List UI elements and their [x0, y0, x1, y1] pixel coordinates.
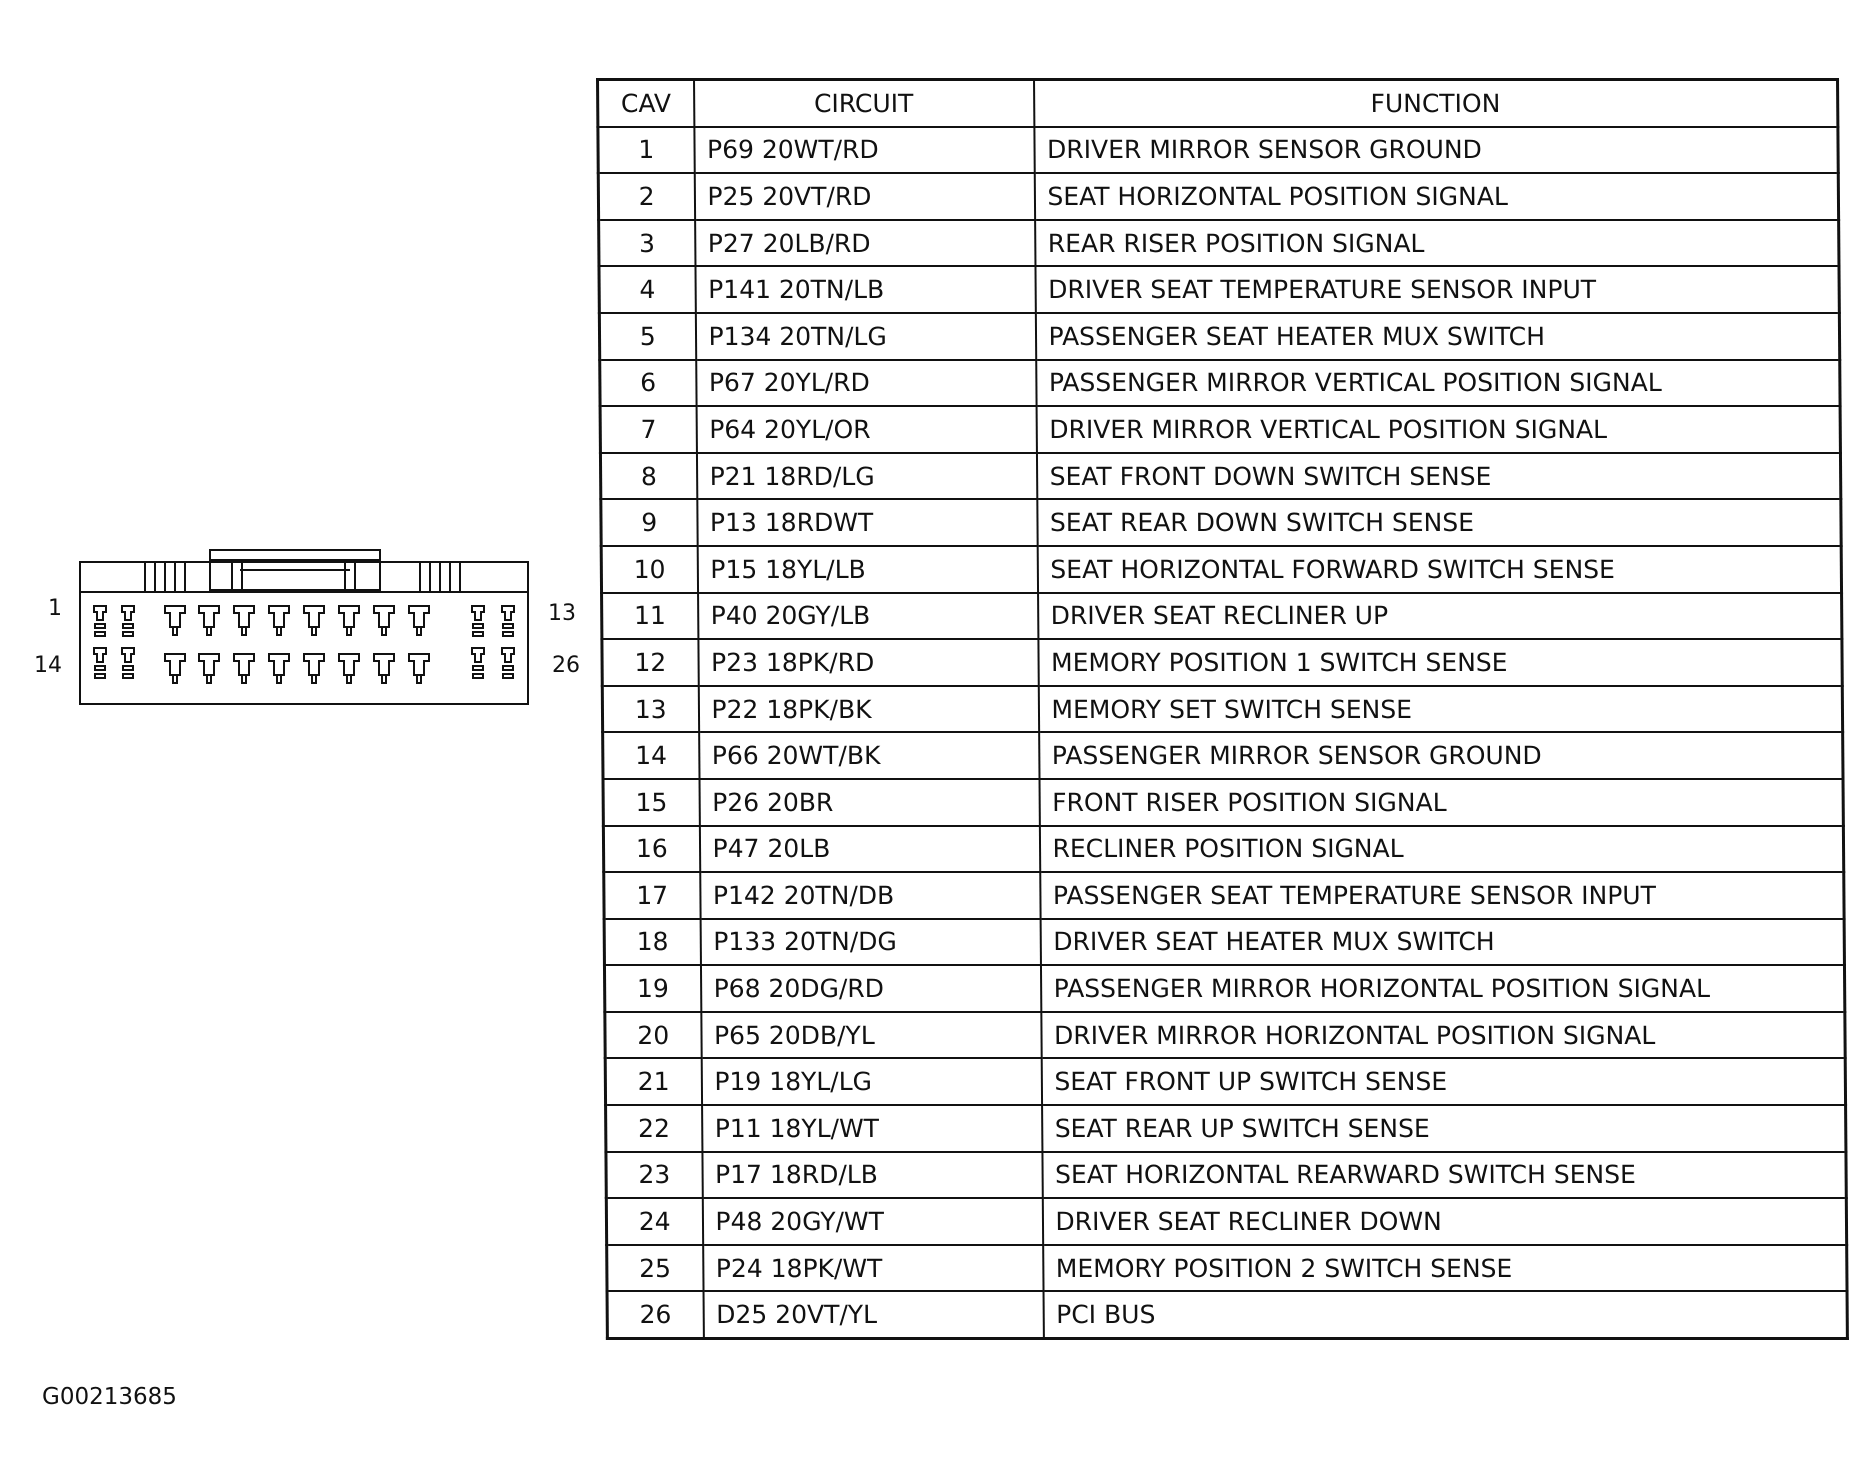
circuit-cell: P17 18RD/LB: [702, 1152, 1042, 1199]
function-cell: DRIVER SEAT RECLINER DOWN: [1042, 1198, 1846, 1245]
function-cell: REAR RISER POSITION SIGNAL: [1035, 220, 1839, 267]
table-row: [607, 1245, 1847, 1292]
cav-cell: 16: [603, 826, 699, 873]
function-cell: FRONT RISER POSITION SIGNAL: [1039, 779, 1843, 826]
connector-face-diagram: [0, 0, 600, 760]
function-cell: SEAT REAR UP SWITCH SENSE: [1042, 1105, 1846, 1152]
circuit-cell: P23 18PK/RD: [698, 639, 1038, 686]
function-cell: DRIVER MIRROR SENSOR GROUND: [1034, 127, 1838, 174]
pin-terminal: [165, 606, 185, 635]
function-cell: PASSENGER SEAT HEATER MUX SWITCH: [1035, 313, 1839, 360]
pin-terminal: [199, 606, 219, 635]
cav-cell: 1: [598, 127, 694, 174]
circuit-cell: P68 20DG/RD: [700, 965, 1040, 1012]
function-cell: SEAT FRONT UP SWITCH SENSE: [1041, 1058, 1845, 1105]
pin-terminal: [502, 606, 514, 636]
pin-cavities: [94, 606, 514, 683]
circuit-cell: P141 20TN/LB: [695, 266, 1035, 313]
cav-cell: 3: [599, 220, 695, 267]
cav-cell: 2: [598, 173, 694, 220]
pin-terminal: [269, 654, 289, 683]
function-cell: DRIVER SEAT RECLINER UP: [1038, 593, 1842, 640]
pin-terminal: [269, 606, 289, 635]
cav-cell: 21: [605, 1058, 701, 1105]
function-cell: DRIVER SEAT TEMPERATURE SENSOR INPUT: [1035, 266, 1839, 313]
circuit-cell: P67 20YL/RD: [696, 360, 1036, 407]
pin-terminal: [409, 606, 429, 635]
cav-cell: 25: [607, 1245, 703, 1292]
function-cell: MEMORY POSITION 1 SWITCH SENSE: [1038, 639, 1842, 686]
connector-pinout-table: [596, 78, 1849, 1340]
cav-cell: 12: [602, 639, 698, 686]
pin-terminal: [409, 654, 429, 683]
table-row: [606, 1105, 1846, 1152]
function-cell: PASSENGER MIRROR HORIZONTAL POSITION SIGNAL: [1040, 965, 1844, 1012]
table-row: [606, 1152, 1846, 1199]
cav-cell: 19: [604, 965, 700, 1012]
function-cell: PASSENGER MIRROR SENSOR GROUND: [1039, 732, 1843, 779]
pin-label-26: 26: [552, 653, 580, 678]
cav-cell: 11: [602, 593, 698, 640]
function-cell: SEAT HORIZONTAL REARWARD SWITCH SENSE: [1042, 1152, 1846, 1199]
table-row: [603, 732, 1843, 779]
table-body: [598, 127, 1848, 1339]
cav-cell: 6: [600, 360, 696, 407]
cav-cell: 15: [603, 779, 699, 826]
table-row: [603, 779, 1843, 826]
table-row: [605, 1012, 1845, 1059]
circuit-cell: P25 20VT/RD: [694, 173, 1034, 220]
table-row: [601, 546, 1841, 593]
pin-terminal: [234, 654, 254, 683]
table-row: [606, 1198, 1846, 1245]
table-row: [598, 173, 1838, 220]
circuit-cell: P11 18YL/WT: [702, 1105, 1042, 1152]
circuit-cell: P13 18RDWT: [697, 499, 1037, 546]
cav-cell: 5: [599, 313, 695, 360]
function-cell: PCI BUS: [1043, 1291, 1847, 1338]
function-cell: SEAT HORIZONTAL POSITION SIGNAL: [1034, 173, 1838, 220]
cav-cell: 22: [606, 1105, 702, 1152]
table-row: [598, 127, 1838, 174]
circuit-cell: P134 20TN/LG: [695, 313, 1035, 360]
circuit-cell: P48 20GY/WT: [702, 1198, 1042, 1245]
pin-terminal: [94, 648, 106, 678]
circuit-cell: D25 20VT/YL: [703, 1291, 1043, 1338]
cav-cell: 9: [601, 499, 697, 546]
function-cell: MEMORY SET SWITCH SENSE: [1038, 686, 1842, 733]
circuit-cell: P47 20LB: [699, 826, 1039, 873]
pin-terminal: [165, 654, 185, 683]
pin-terminal: [374, 654, 394, 683]
table-row: [604, 965, 1844, 1012]
pin-label-1: 1: [48, 596, 62, 621]
function-cell: SEAT FRONT DOWN SWITCH SENSE: [1036, 453, 1840, 500]
cav-cell: 8: [600, 453, 696, 500]
pin-label-14: 14: [34, 653, 62, 678]
header-cav: CAV: [598, 80, 694, 127]
table-row: [602, 593, 1842, 640]
pin-terminal: [234, 606, 254, 635]
circuit-cell: P64 20YL/OR: [696, 406, 1036, 453]
pin-terminal: [304, 606, 324, 635]
function-cell: SEAT HORIZONTAL FORWARD SWITCH SENSE: [1037, 546, 1841, 593]
table-row: [600, 406, 1840, 453]
cav-cell: 17: [604, 872, 700, 919]
cav-cell: 18: [604, 919, 700, 966]
table-row: [599, 313, 1839, 360]
function-cell: DRIVER MIRROR VERTICAL POSITION SIGNAL: [1036, 406, 1840, 453]
function-cell: MEMORY POSITION 2 SWITCH SENSE: [1043, 1245, 1847, 1292]
cav-cell: 13: [602, 686, 698, 733]
function-cell: SEAT REAR DOWN SWITCH SENSE: [1037, 499, 1841, 546]
cav-cell: 26: [607, 1291, 703, 1338]
circuit-cell: P40 20GY/LB: [698, 593, 1038, 640]
pin-terminal: [472, 606, 484, 636]
circuit-cell: P65 20DB/YL: [701, 1012, 1041, 1059]
table-row: [603, 826, 1843, 873]
header-circuit: CIRCUIT: [694, 80, 1034, 127]
circuit-cell: P142 20TN/DB: [700, 872, 1040, 919]
circuit-cell: P66 20WT/BK: [699, 732, 1039, 779]
pin-label-13: 13: [548, 601, 576, 626]
pin-terminal: [122, 606, 134, 636]
circuit-cell: P19 18YL/LG: [701, 1058, 1041, 1105]
function-cell: DRIVER MIRROR HORIZONTAL POSITION SIGNAL: [1041, 1012, 1845, 1059]
function-cell: RECLINER POSITION SIGNAL: [1039, 826, 1843, 873]
pin-terminal: [374, 606, 394, 635]
table-row: [599, 220, 1839, 267]
circuit-cell: P26 20BR: [699, 779, 1039, 826]
table-row: [601, 499, 1841, 546]
table-row: [607, 1291, 1847, 1338]
cav-cell: 23: [606, 1152, 702, 1199]
figure-id: G00213685: [42, 1384, 177, 1410]
pin-terminal: [472, 648, 484, 678]
cav-cell: 10: [601, 546, 697, 593]
function-cell: PASSENGER SEAT TEMPERATURE SENSOR INPUT: [1040, 872, 1844, 919]
table-row: [604, 872, 1844, 919]
table-row: [600, 360, 1840, 407]
cav-cell: 4: [599, 266, 695, 313]
function-cell: PASSENGER MIRROR VERTICAL POSITION SIGNAL: [1036, 360, 1840, 407]
pin-terminal: [122, 648, 134, 678]
table-row: [605, 1058, 1845, 1105]
table-row: [600, 453, 1840, 500]
cav-cell: 20: [605, 1012, 701, 1059]
function-cell: DRIVER SEAT HEATER MUX SWITCH: [1040, 919, 1844, 966]
table-row: [602, 639, 1842, 686]
header-function: FUNCTION: [1034, 80, 1838, 127]
cav-cell: 24: [606, 1198, 702, 1245]
pin-terminal: [94, 606, 106, 636]
cav-cell: 7: [600, 406, 696, 453]
circuit-cell: P22 18PK/BK: [698, 686, 1038, 733]
pin-terminal: [304, 654, 324, 683]
table-row: [602, 686, 1842, 733]
cav-cell: 14: [603, 732, 699, 779]
table-row: [604, 919, 1844, 966]
pin-terminal: [199, 654, 219, 683]
circuit-cell: P15 18YL/LB: [697, 546, 1037, 593]
circuit-cell: P24 18PK/WT: [703, 1245, 1043, 1292]
circuit-cell: P133 20TN/DG: [700, 919, 1040, 966]
circuit-cell: P21 18RD/LG: [696, 453, 1036, 500]
circuit-cell: P27 20LB/RD: [695, 220, 1035, 267]
table-header-row: [598, 80, 1838, 127]
circuit-cell: P69 20WT/RD: [694, 127, 1034, 174]
pin-terminal: [502, 648, 514, 678]
pin-terminal: [339, 606, 359, 635]
table-row: [599, 266, 1839, 313]
pin-terminal: [339, 654, 359, 683]
